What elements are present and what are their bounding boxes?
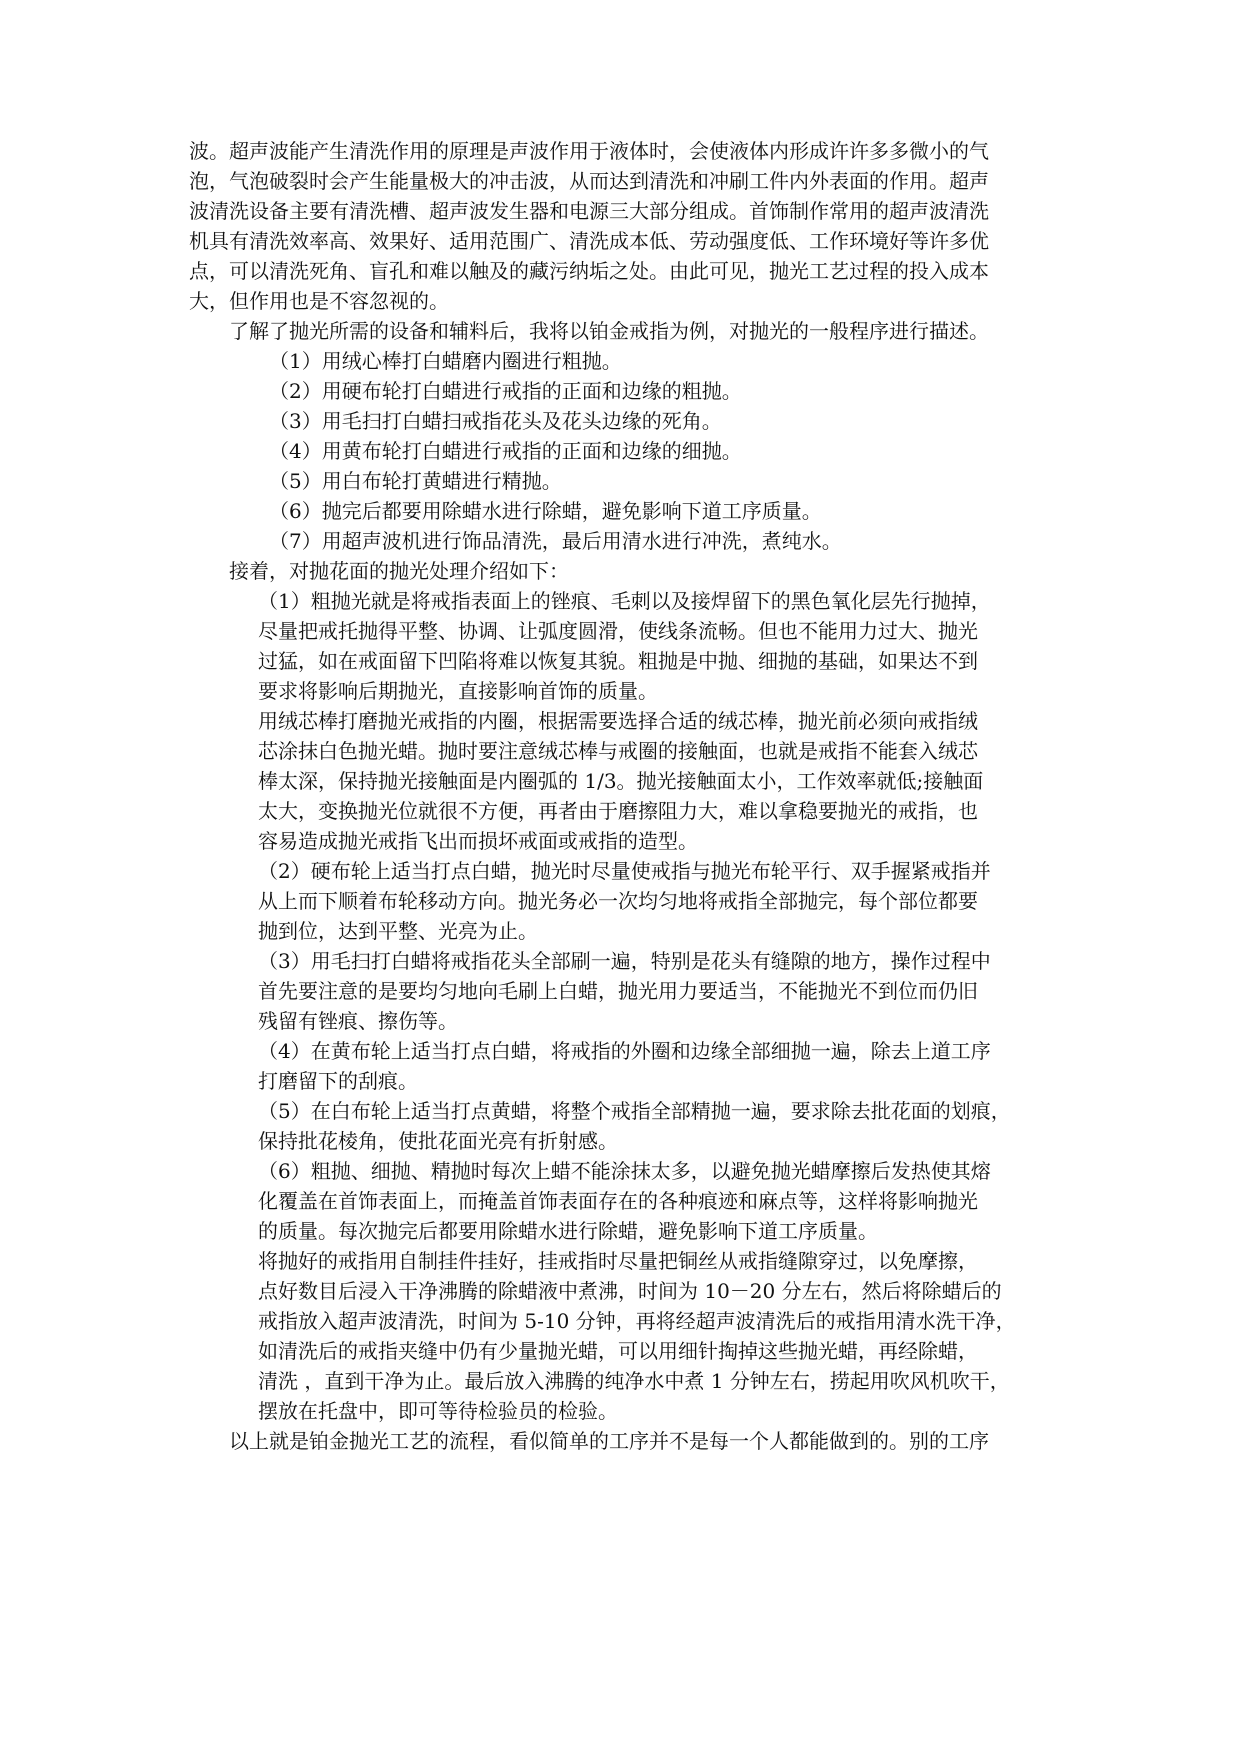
- intro-line: 泡，气泡破裂时会产生能量极大的冲击波，从而达到清洗和冲刷工件内外表面的作用。超声: [189, 169, 989, 193]
- intro-line: 大，但作用也是不容忽视的。: [189, 289, 449, 313]
- lead-flower: 接着，对抛花面的抛光处理介绍如下：: [229, 559, 569, 583]
- flower-line: 清洗 ，直到干净为止。最后放入沸腾的纯净水中煮 1 分钟左右，捞起用吹风机吹干，: [258, 1369, 1010, 1393]
- flower-line: 棒太深，保持抛光接触面是内圈弧的 1/3。抛光接触面太小，工作效率就低;接触面: [258, 769, 984, 793]
- flower-line: 从上而下顺着布轮移动方向。抛光务必一次均匀地将戒指全部抛完，每个部位都要: [258, 889, 978, 913]
- general-step: （3）用毛扫打白蜡扫戒指花头及花头边缘的死角。: [269, 409, 722, 433]
- flower-line: （4）在黄布轮上适当打点白蜡，将戒指的外圈和边缘全部细抛一遍，除去上道工序: [258, 1039, 991, 1063]
- flower-line: 容易造成抛光戒指飞出而损坏戒面或戒指的造型。: [258, 829, 698, 853]
- general-step: （6）抛完后都要用除蜡水进行除蜡，避免影响下道工序质量。: [269, 499, 822, 523]
- general-step: （1）用绒心棒打白蜡磨内圈进行粗抛。: [269, 349, 622, 373]
- closing-line: 以上就是铂金抛光工艺的流程，看似简单的工序并不是每一个人都能做到的。别的工序: [229, 1429, 989, 1453]
- intro-line: 波清洗设备主要有清洗槽、超声波发生器和电源三大部分组成。首饰制作常用的超声波清洗: [189, 199, 989, 223]
- general-step: （2）用硬布轮打白蜡进行戒指的正面和边缘的粗抛。: [269, 379, 742, 403]
- flower-line: 摆放在托盘中，即可等待检验员的检验。: [258, 1399, 618, 1423]
- flower-line: 保持批花棱角，使批花面光亮有折射感。: [258, 1129, 618, 1153]
- flower-line: 的质量。每次抛完后都要用除蜡水进行除蜡，避免影响下道工序质量。: [258, 1219, 878, 1243]
- flower-line: （5）在白布轮上适当打点黄蜡，将整个戒指全部精抛一遍，要求除去批花面的划痕，: [258, 1099, 1011, 1123]
- general-step: （5）用白布轮打黄蜡进行精抛。: [269, 469, 562, 493]
- flower-line: 太大，变换抛光位就很不方便，再者由于磨擦阻力大，难以拿稳要抛光的戒指，也: [258, 799, 978, 823]
- flower-line: 芯涂抹白色抛光蜡。抛时要注意绒芯棒与戒圈的接触面，也就是戒指不能套入绒芯: [258, 739, 978, 763]
- flower-line: 点好数目后浸入干净沸腾的除蜡液中煮沸，时间为 10－20 分左右，然后将除蜡后的: [258, 1279, 1002, 1303]
- flower-line: 戒指放入超声波清洗，时间为 5-10 分钟，再将经超声波清洗后的戒指用清水洗干净，: [258, 1309, 1016, 1333]
- flower-line: 尽量把戒托抛得平整、协调、让弧度圆滑，使线条流畅。但也不能用力过大、抛光: [258, 619, 978, 643]
- flower-line: 将抛好的戒指用自制挂件挂好，挂戒指时尽量把铜丝从戒指缝隙穿过，以免摩擦，: [258, 1249, 978, 1273]
- flower-line: 如清洗后的戒指夹缝中仍有少量抛光蜡，可以用细针掏掉这些抛光蜡，再经除蜡，: [258, 1339, 978, 1363]
- flower-line: （6）粗抛、细抛、精抛时每次上蜡不能涂抹太多，以避免抛光蜡摩擦后发热使其熔: [258, 1159, 991, 1183]
- flower-line: 残留有锉痕、擦伤等。: [258, 1009, 458, 1033]
- general-step: （4）用黄布轮打白蜡进行戒指的正面和边缘的细抛。: [269, 439, 742, 463]
- flower-line: 过猛，如在戒面留下凹陷将难以恢复其貌。粗抛是中抛、细抛的基础，如果达不到: [258, 649, 978, 673]
- flower-line: （3）用毛扫打白蜡将戒指花头全部刷一遍，特别是花头有缝隙的地方，操作过程中: [258, 949, 991, 973]
- intro-line: 波。超声波能产生清洗作用的原理是声波作用于液体时，会使液体内形成许许多多微小的气: [189, 139, 989, 163]
- intro-line: 点，可以清洗死角、盲孔和难以触及的藏污纳垢之处。由此可见，抛光工艺过程的投入成本: [189, 259, 989, 283]
- flower-line: （2）硬布轮上适当打点白蜡，抛光时尽量使戒指与抛光布轮平行、双手握紧戒指并: [258, 859, 991, 883]
- flower-line: 抛到位，达到平整、光亮为止。: [258, 919, 538, 943]
- flower-line: 化覆盖在首饰表面上，而掩盖首饰表面存在的各种痕迹和麻点等，这样将影响抛光: [258, 1189, 978, 1213]
- flower-line: 打磨留下的刮痕。: [258, 1069, 418, 1093]
- intro-line: 机具有清洗效率高、效果好、适用范围广、清洗成本低、劳动强度低、工作环境好等许多优: [189, 229, 989, 253]
- flower-line: 要求将影响后期抛光，直接影响首饰的质量。: [258, 679, 658, 703]
- lead-general: 了解了抛光所需的设备和辅料后，我将以铂金戒指为例，对抛光的一般程序进行描述。: [229, 319, 989, 343]
- general-step: （7）用超声波机进行饰品清洗，最后用清水进行冲洗，煮纯水。: [269, 529, 842, 553]
- flower-line: 首先要注意的是要均匀地向毛刷上白蜡，抛光用力要适当，不能抛光不到位而仍旧: [258, 979, 978, 1003]
- flower-line: 用绒芯棒打磨抛光戒指的内圈，根据需要选择合适的绒芯棒，抛光前必须向戒指绒: [258, 709, 978, 733]
- flower-line: （1）粗抛光就是将戒指表面上的锉痕、毛刺以及接焊留下的黑色氧化层先行抛掉，: [258, 589, 991, 613]
